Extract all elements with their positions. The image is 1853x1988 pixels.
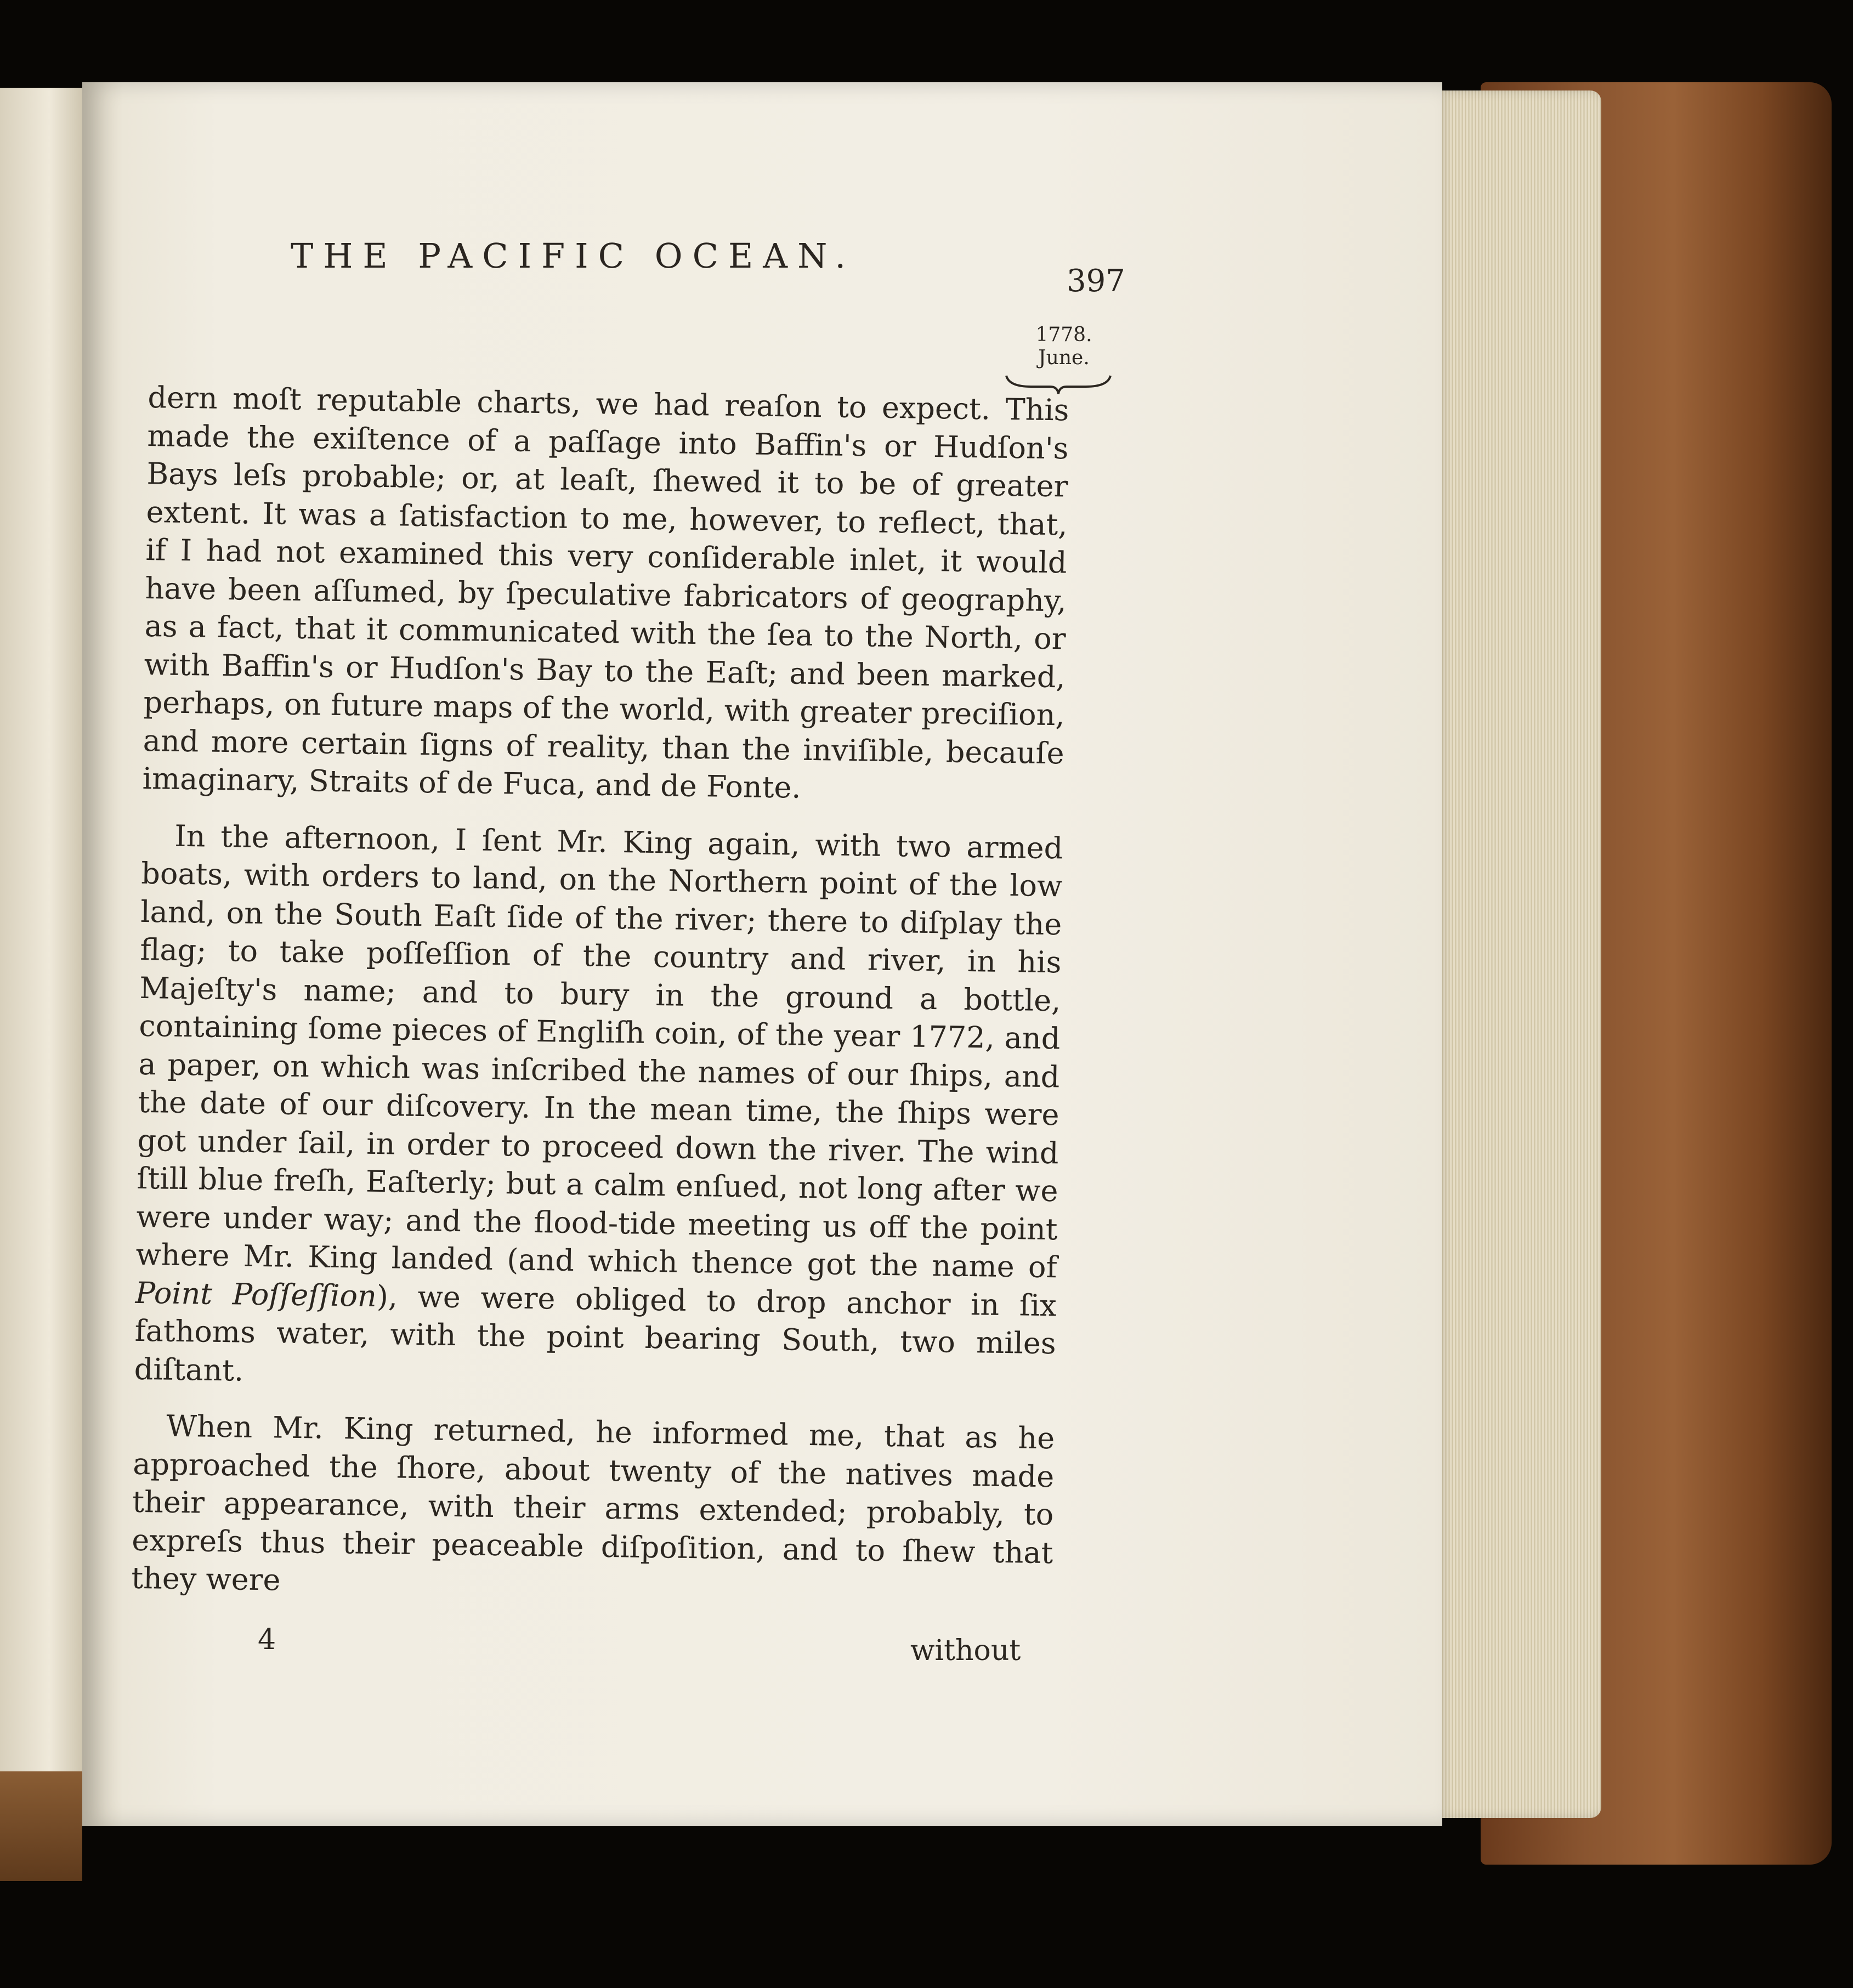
paragraph-1: dern moſt reputable charts, we had reaſon to expect. This made the exiſtence of a paſſage into Baffin's or Hudſon's Bays leſs probable; or, at leaſt, ſhewed it to be of greater extent. It was a ſatisfaction to me, however, to reflect, that, if I had not examined this very conſiderable inlet, it would have been aſſumed, by ſpeculative fabricators of geography, as a fact, that it communicated with the ſea to the North, or with Baffin's or Hudſon's Bay to the Eaſt; and been marked, perhaps, on future maps of the world, with greater preciſion, and more certain ſigns of reality, than the inviſible, becauſe imaginary, Straits of de Fuca, and de Fonte. — [142, 380, 1069, 805]
signature-mark: 4 — [258, 1623, 276, 1656]
catchword: without — [910, 1634, 1021, 1667]
paragraph-2-end: ), we were obliged to drop anchor in ſix fathoms water, with the point bearing South, two miles diſtant. — [134, 1278, 1057, 1388]
paragraph-2 — [134, 816, 1063, 1401]
left-page-edge — [0, 88, 82, 1826]
running-head: THE PACIFIC OCEAN. — [291, 236, 856, 276]
margin-date-note — [1020, 324, 1108, 370]
margin-month: June. — [1038, 347, 1090, 369]
margin-year: 1778. — [1035, 324, 1092, 346]
paragraph-2-italic: Point Poſſeſſion — [135, 1275, 377, 1313]
page-number: 397 — [1067, 263, 1125, 299]
left-cover-corner — [0, 1771, 82, 1881]
body-text — [131, 378, 1069, 1629]
paragraph-2-start: In the afternoon, I ſent Mr. King again, with two armed boats, with orders to land, on the Northern point of the low land, on the South Eaſt ſide of the river; there to diſplay the flag; to take poſſeſſion of the country and river, in his Majeſty's name; and to bury in the ground a bottle, containing ſome pieces of Engliſh coin, of the year 1772, and a paper, on which was inſcribed the names of our ſhips, and the date of our diſcovery. In the mean time, the ſhips were got under ſail, in order to proceed down the river. The wind ſtill blue freſh, Eaſterly; but a calm enſued, not long after we were under way; and the flood-tide meeting us off the point where Mr. King landed (and which thence got the name of — [135, 818, 1063, 1285]
page-fore-edge — [1437, 90, 1601, 1818]
paragraph-3: When Mr. King returned, he informed me, that as he approached the ſhore, about twenty of the natives made their appearance, with their arms extended; probably, to expreſs thus their peaceable diſpoſition, and to ſhew that they were — [131, 1408, 1055, 1598]
